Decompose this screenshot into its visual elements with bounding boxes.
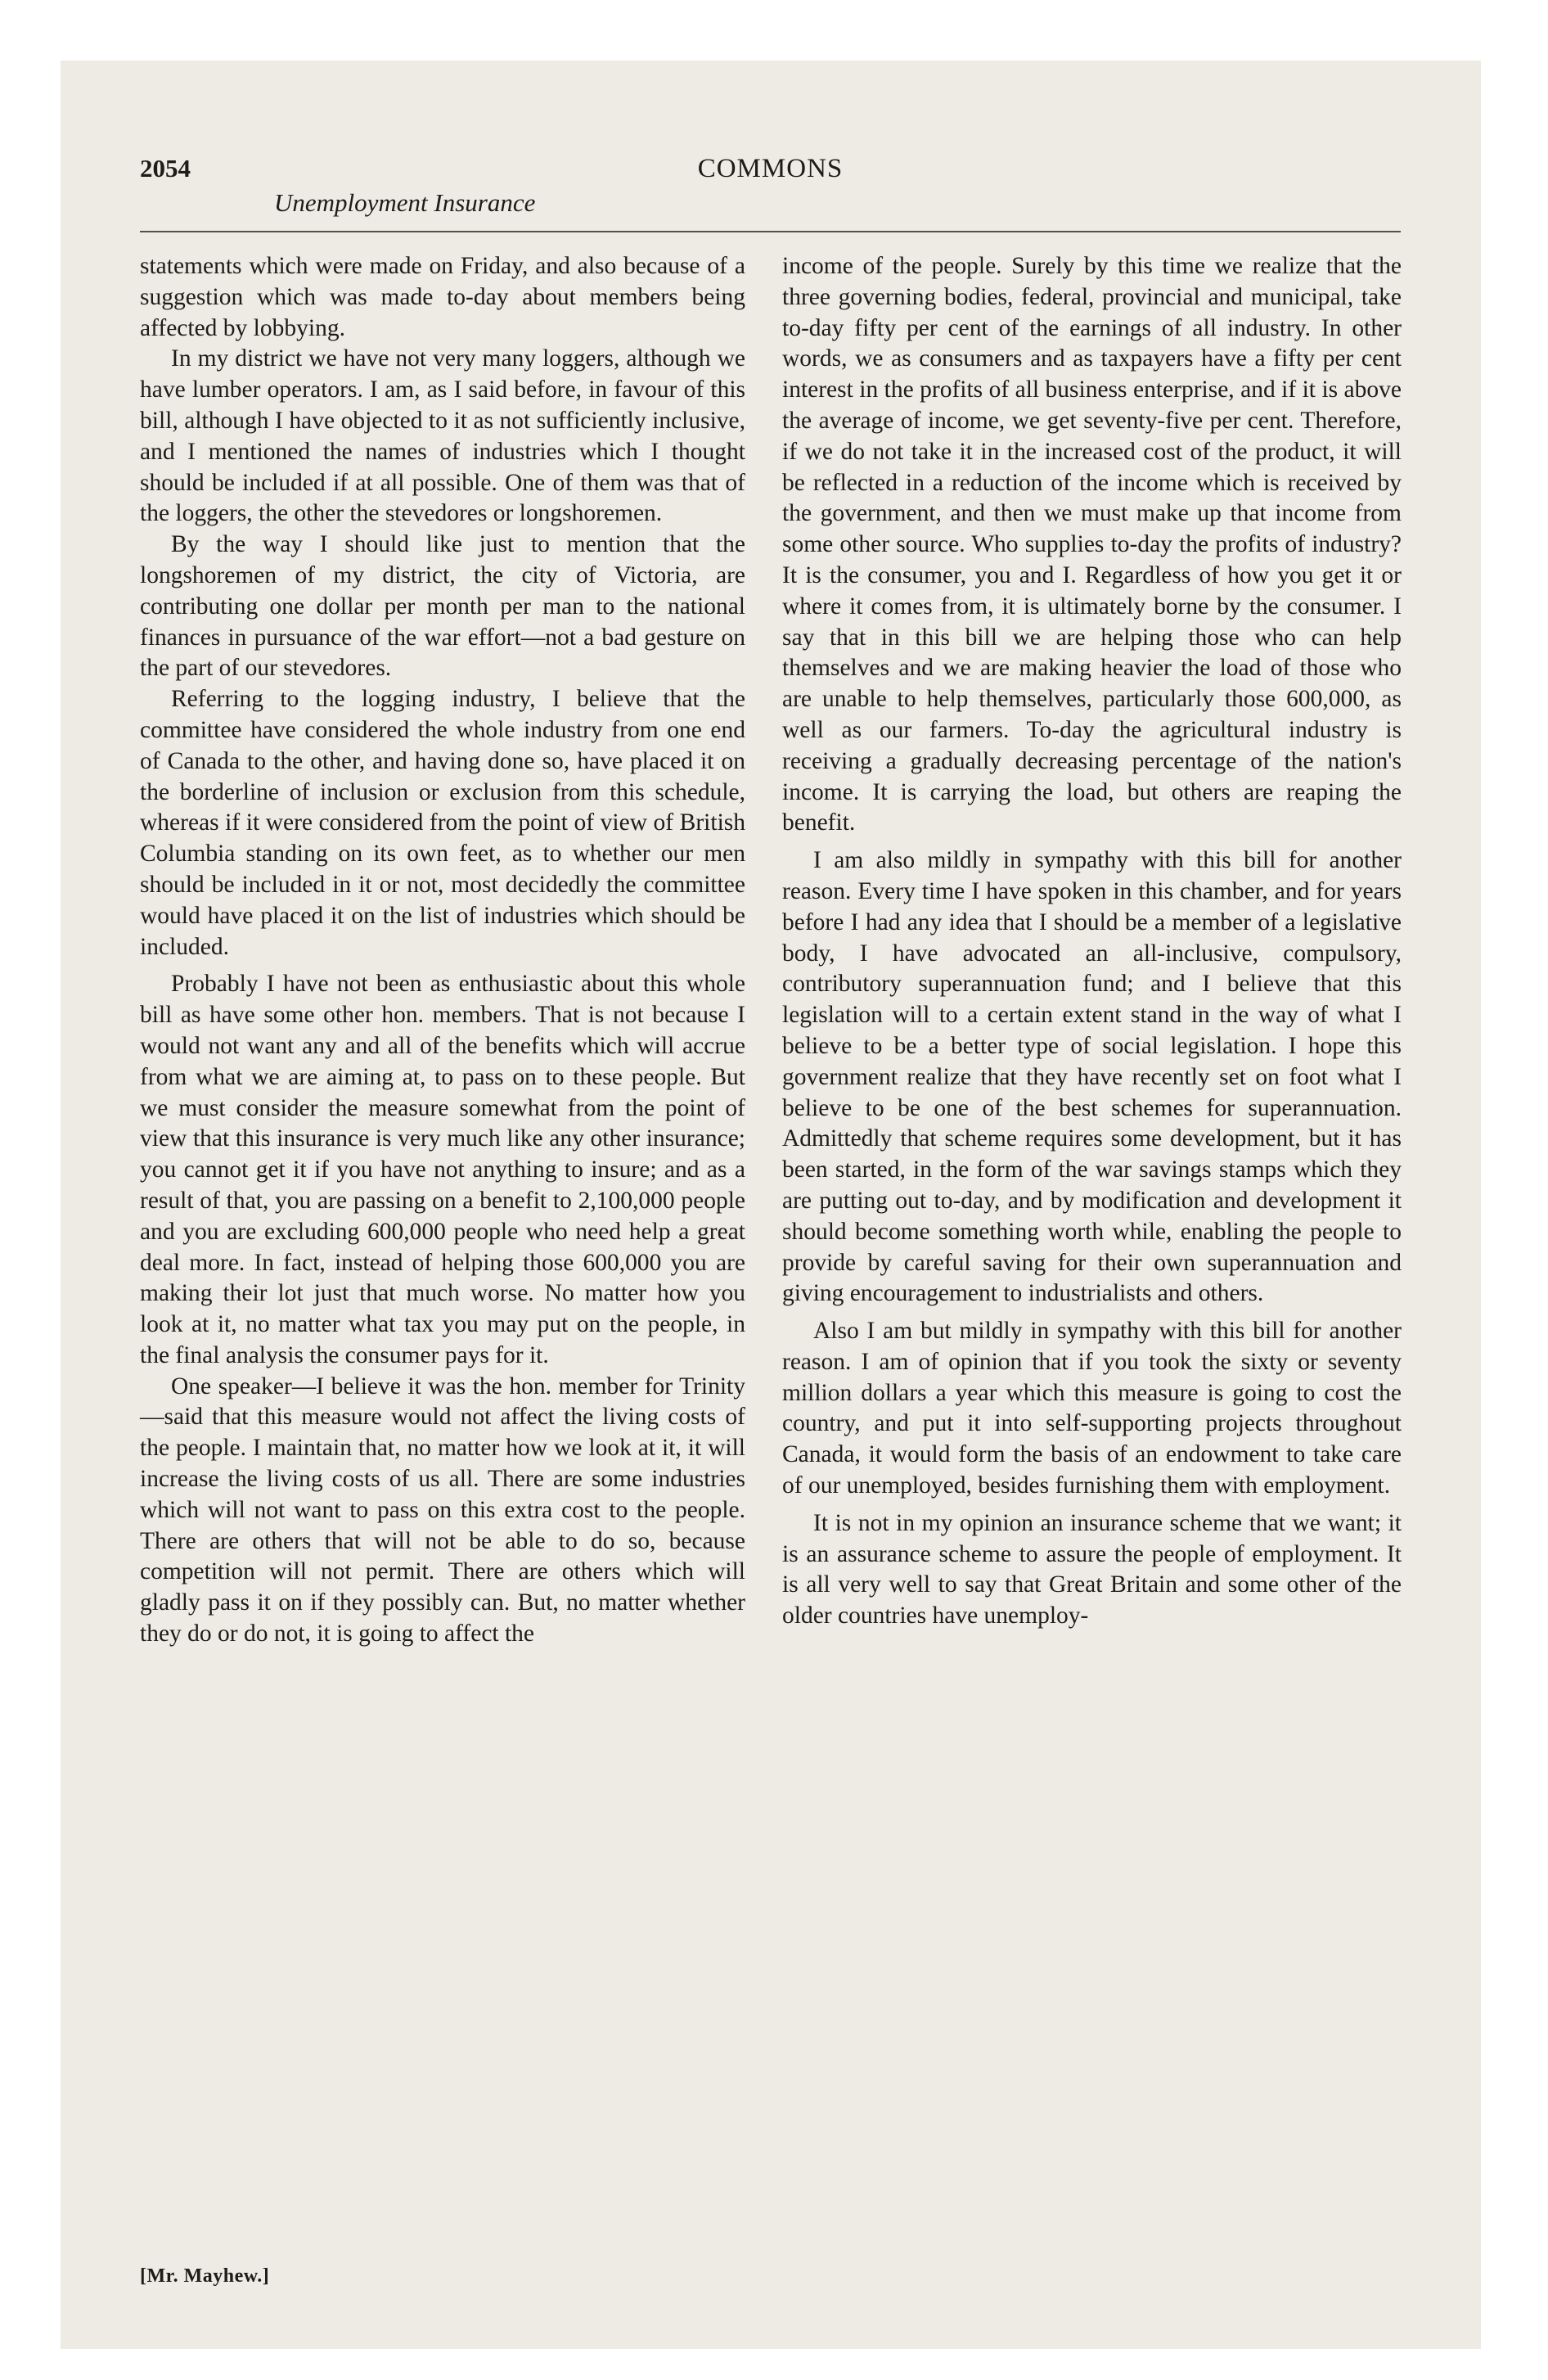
left-column xyxy=(140,251,745,1650)
paragraph: I am also mildly in sympathy with this bill for another reason. Every time I have spoken in this chamber, and for years before I had any idea that I should be a member of a legislative body, I have advocated an all-inclusive, compulsory, contributory superannuation fund; and I believe that this legislation will to a certain extent stand in the way of what I believe to be a better type of social legislation. I hope this government realize that they have recently set on foot what I believe to be one of the best schemes for superannuation. Admittedly that scheme requires some development, but it has been started, in the form of the war savings stamps which they are putting out to-day, and by modification and development it should become something worth while, enabling the people to provide by careful saving for their own superannuation and giving encouragement to industrialists and others. xyxy=(782,847,1402,1307)
paragraph: Referring to the logging industry, I believe that the committee have considered the whole industry from one end of Canada to the other, and having done so, have placed it on the borderline of inclusion or exclusion from this schedule, whereas if it were considered from the point of view of British Columbia standing on its own feet, as to whether our men should be included in it or not, most decidedly the committee would have placed it on the list of industries which should be included. xyxy=(140,686,745,960)
paragraph: statements which were made on Friday, and also because of a suggestion which was made to-day about members being affected by lobbying. xyxy=(140,253,745,341)
paragraph: Probably I have not been as enthusiastic about this whole bill as have some other hon. members. That is not because I would not want any and all of the benefits which will accrue from what we are aiming at, to pass on to these people. But we must consider the measure somewhat from the point of view that this insurance is very much like any other insurance; you cannot get it if you have not anything to insure; and as a result of that, you are passing on a benefit to 2,100,000 people and you are excluding 600,000 people who need help a great deal more. In fact, instead of helping those 600,000 you are making their lot just that much worse. No matter how you look at it, no matter what tax you may put on the people, in the final analysis the consumer pays for it. xyxy=(140,971,745,1368)
speaker-attribution: [Mr. Mayhew.] xyxy=(140,2265,270,2287)
paragraph: It is not in my opinion an insurance scheme that we want; it is an assurance scheme to assure the people of employment. It is all very well to say that Great Britain and some other of the older countries have unemploy- xyxy=(782,1509,1402,1629)
section-title: Unemployment Insurance xyxy=(274,188,536,217)
page-number: 2054 xyxy=(140,154,191,183)
paragraph: Also I am but mildly in sympathy with this bill for another reason. I am of opinion that if you took the sixty or seventy million dollars a year which this measure is going to cost the country, and put it into self-supporting projects throughout Canada, it would form the basis of an endowment to take care of our unemployed, besides furnishing them with employment. xyxy=(782,1318,1402,1499)
paragraph: income of the people. Surely by this time we realize that the three governing bodies, federal, provincial and municipal, take to-day fifty per cent of the earnings of all industry. In other words, we as consumers and as taxpayers have a fifty per cent interest in the profits of all business enterprise, and if it is above the average of income, we get seventy-five per cent. Therefore, if we do not take it in the increased cost of the product, it will be reflected in a reduction of the income which is received by the government, and then we must make up that income from some other source. Who supplies to-day the profits of industry? It is the consumer, you and I. Regardless of how you get it or where it comes from, it is ultimately borne by the consumer. I say that in this bill we are helping those who can help themselves and we are making heavier the load of those who are unable to help themselves, particularly those 600,000, as well as our farmers. To-day the agricultural industry is receiving a gradually decreasing percentage of the nation's income. It is carrying the load, but others are reaping the benefit. xyxy=(782,253,1402,836)
header-rule xyxy=(140,231,1401,232)
paragraph: In my district we have not very many loggers, although we have lumber operators. I am, as I said before, in favour of this bill, although I have objected to it as not sufficiently inclusive, and I mentioned the names of industries which I thought should be included if at all possible. One of them was that of the loggers, the other the stevedores or longshoremen. xyxy=(140,345,745,527)
page-header xyxy=(140,154,1401,236)
right-column xyxy=(782,251,1402,1632)
paragraph: One speaker—I believe it was the hon. member for Trinity—said that this measure would not affect the living costs of the people. I maintain that, no matter how we look at it, it will increase the living costs of us all. There are some industries which will not want to pass on this extra cost to the people. There are others that will not be able to do so, because competition will not permit. There are others which will gladly pass it on if they possibly can. But, no matter whether they do or do not, it is going to affect the xyxy=(140,1373,745,1648)
running-title: COMMONS xyxy=(697,154,844,183)
paragraph: By the way I should like just to mention that the longshoremen of my district, the city of Victoria, are contributing one dollar per month per man to the national finances in pursuance of the war effort—not a bad gesture on the part of our stevedores. xyxy=(140,531,745,682)
